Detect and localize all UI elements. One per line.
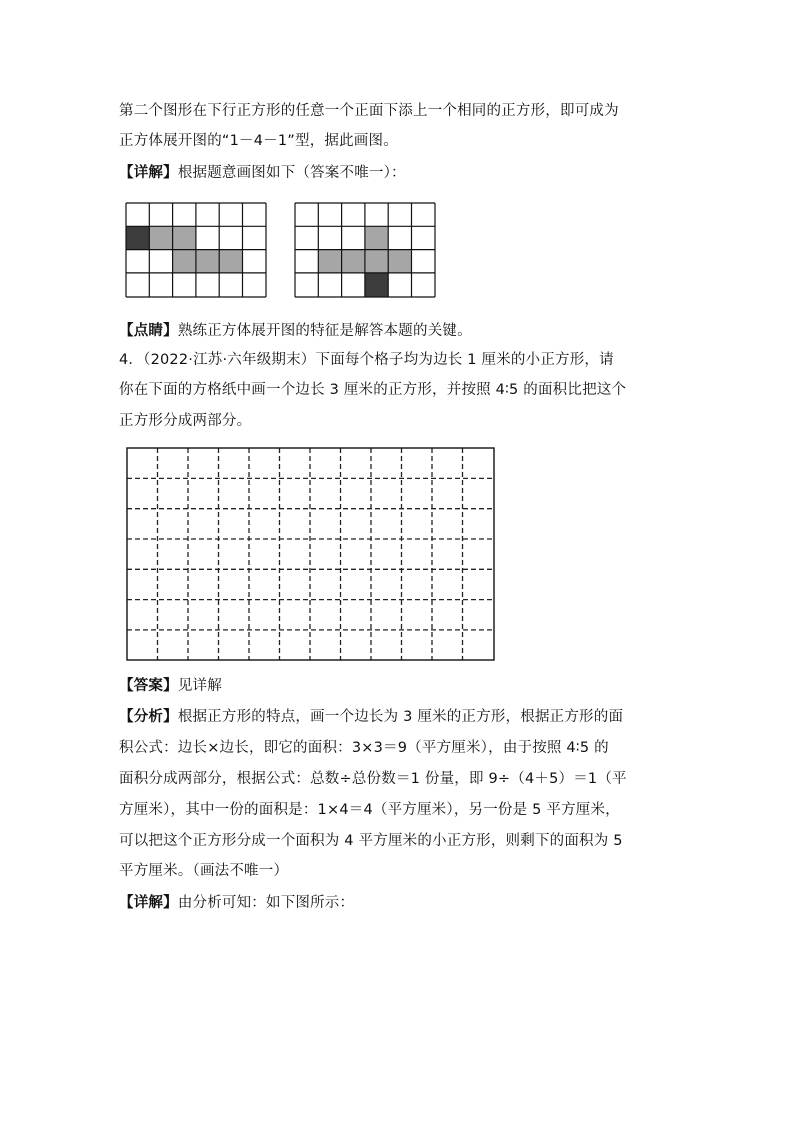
text-line-11: 面积分成两部分，根据公式：总数÷总份数＝1 份量，即 9÷（4＋5）＝1（平 bbox=[119, 771, 627, 787]
dashed-grid-paper bbox=[126, 447, 496, 662]
text-line-2: 正方体展开图的“1－4－1”型，据此画图。 bbox=[119, 133, 398, 149]
shaded-cell bbox=[173, 250, 196, 273]
text-line-10: 积公式：边长×边长，即它的面积：3×3＝9（平方厘米），由于按照 4∶5 的 bbox=[119, 740, 609, 756]
text-line-7: 正方形分成两部分。 bbox=[119, 413, 252, 429]
text-line-4 bbox=[119, 321, 472, 341]
net-figure-2 bbox=[294, 202, 436, 298]
section-label: 【详解】 bbox=[119, 895, 178, 911]
text-line-5: 4．（2022·江苏·六年级期末）下面每个格子均为边长 1 厘米的小正方形，请 bbox=[119, 352, 614, 368]
net-figure-1 bbox=[125, 202, 267, 298]
shaded-cell bbox=[149, 226, 172, 249]
section-text: 熟练正方体展开图的特征是解答本题的关键。 bbox=[177, 323, 472, 339]
net-figure-1-grid bbox=[126, 203, 266, 297]
text-line-9 bbox=[119, 707, 623, 727]
section-text: 根据题意画图如下（答案不唯一）： bbox=[177, 165, 406, 181]
shaded-cell bbox=[196, 250, 219, 273]
text-line-12: 方厘米），其中一份的面积是：1×4＝4（平方厘米），另一份是 5 平方厘米， bbox=[119, 802, 620, 818]
section-label: 【答案】 bbox=[119, 678, 178, 694]
shaded-cell bbox=[365, 226, 388, 249]
text-line-15 bbox=[119, 893, 354, 913]
section-label: 【点睛】 bbox=[119, 323, 178, 339]
net-figure-2-grid bbox=[295, 203, 435, 297]
text-line-8 bbox=[119, 676, 222, 696]
text-line-14: 平方厘米。（画法不唯一） bbox=[119, 863, 289, 879]
section-label: 【分析】 bbox=[119, 709, 178, 725]
dark-cell bbox=[126, 226, 149, 249]
dark-cell bbox=[365, 273, 388, 297]
shaded-cell bbox=[219, 250, 242, 273]
text-line-1: 第二个图形在下行正方形的任意一个正面下添上一个相同的正方形，即可成为 bbox=[119, 103, 619, 119]
dashed-grid-lines bbox=[127, 448, 494, 660]
shaded-cell bbox=[388, 250, 411, 273]
shaded-cell bbox=[365, 250, 388, 273]
text-line-13: 可以把这个正方形分成一个面积为 4 平方厘米的小正方形，则剩下的面积为 5 bbox=[119, 833, 623, 849]
section-text: 根据正方形的特点，画一个边长为 3 厘米的正方形，根据正方形的面 bbox=[177, 709, 624, 725]
text-line-6: 你在下面的方格纸中画一个边长 3 厘米的正方形，并按照 4∶5 的面积比把这个 bbox=[119, 382, 627, 398]
section-label: 【详解】 bbox=[119, 165, 178, 181]
section-text: 由分析可知：如下图所示： bbox=[177, 895, 355, 911]
shaded-cell bbox=[342, 250, 365, 273]
shaded-cell bbox=[173, 226, 196, 249]
section-text: 见详解 bbox=[177, 678, 222, 694]
text-line-3 bbox=[119, 163, 406, 183]
shaded-cell bbox=[318, 250, 341, 273]
